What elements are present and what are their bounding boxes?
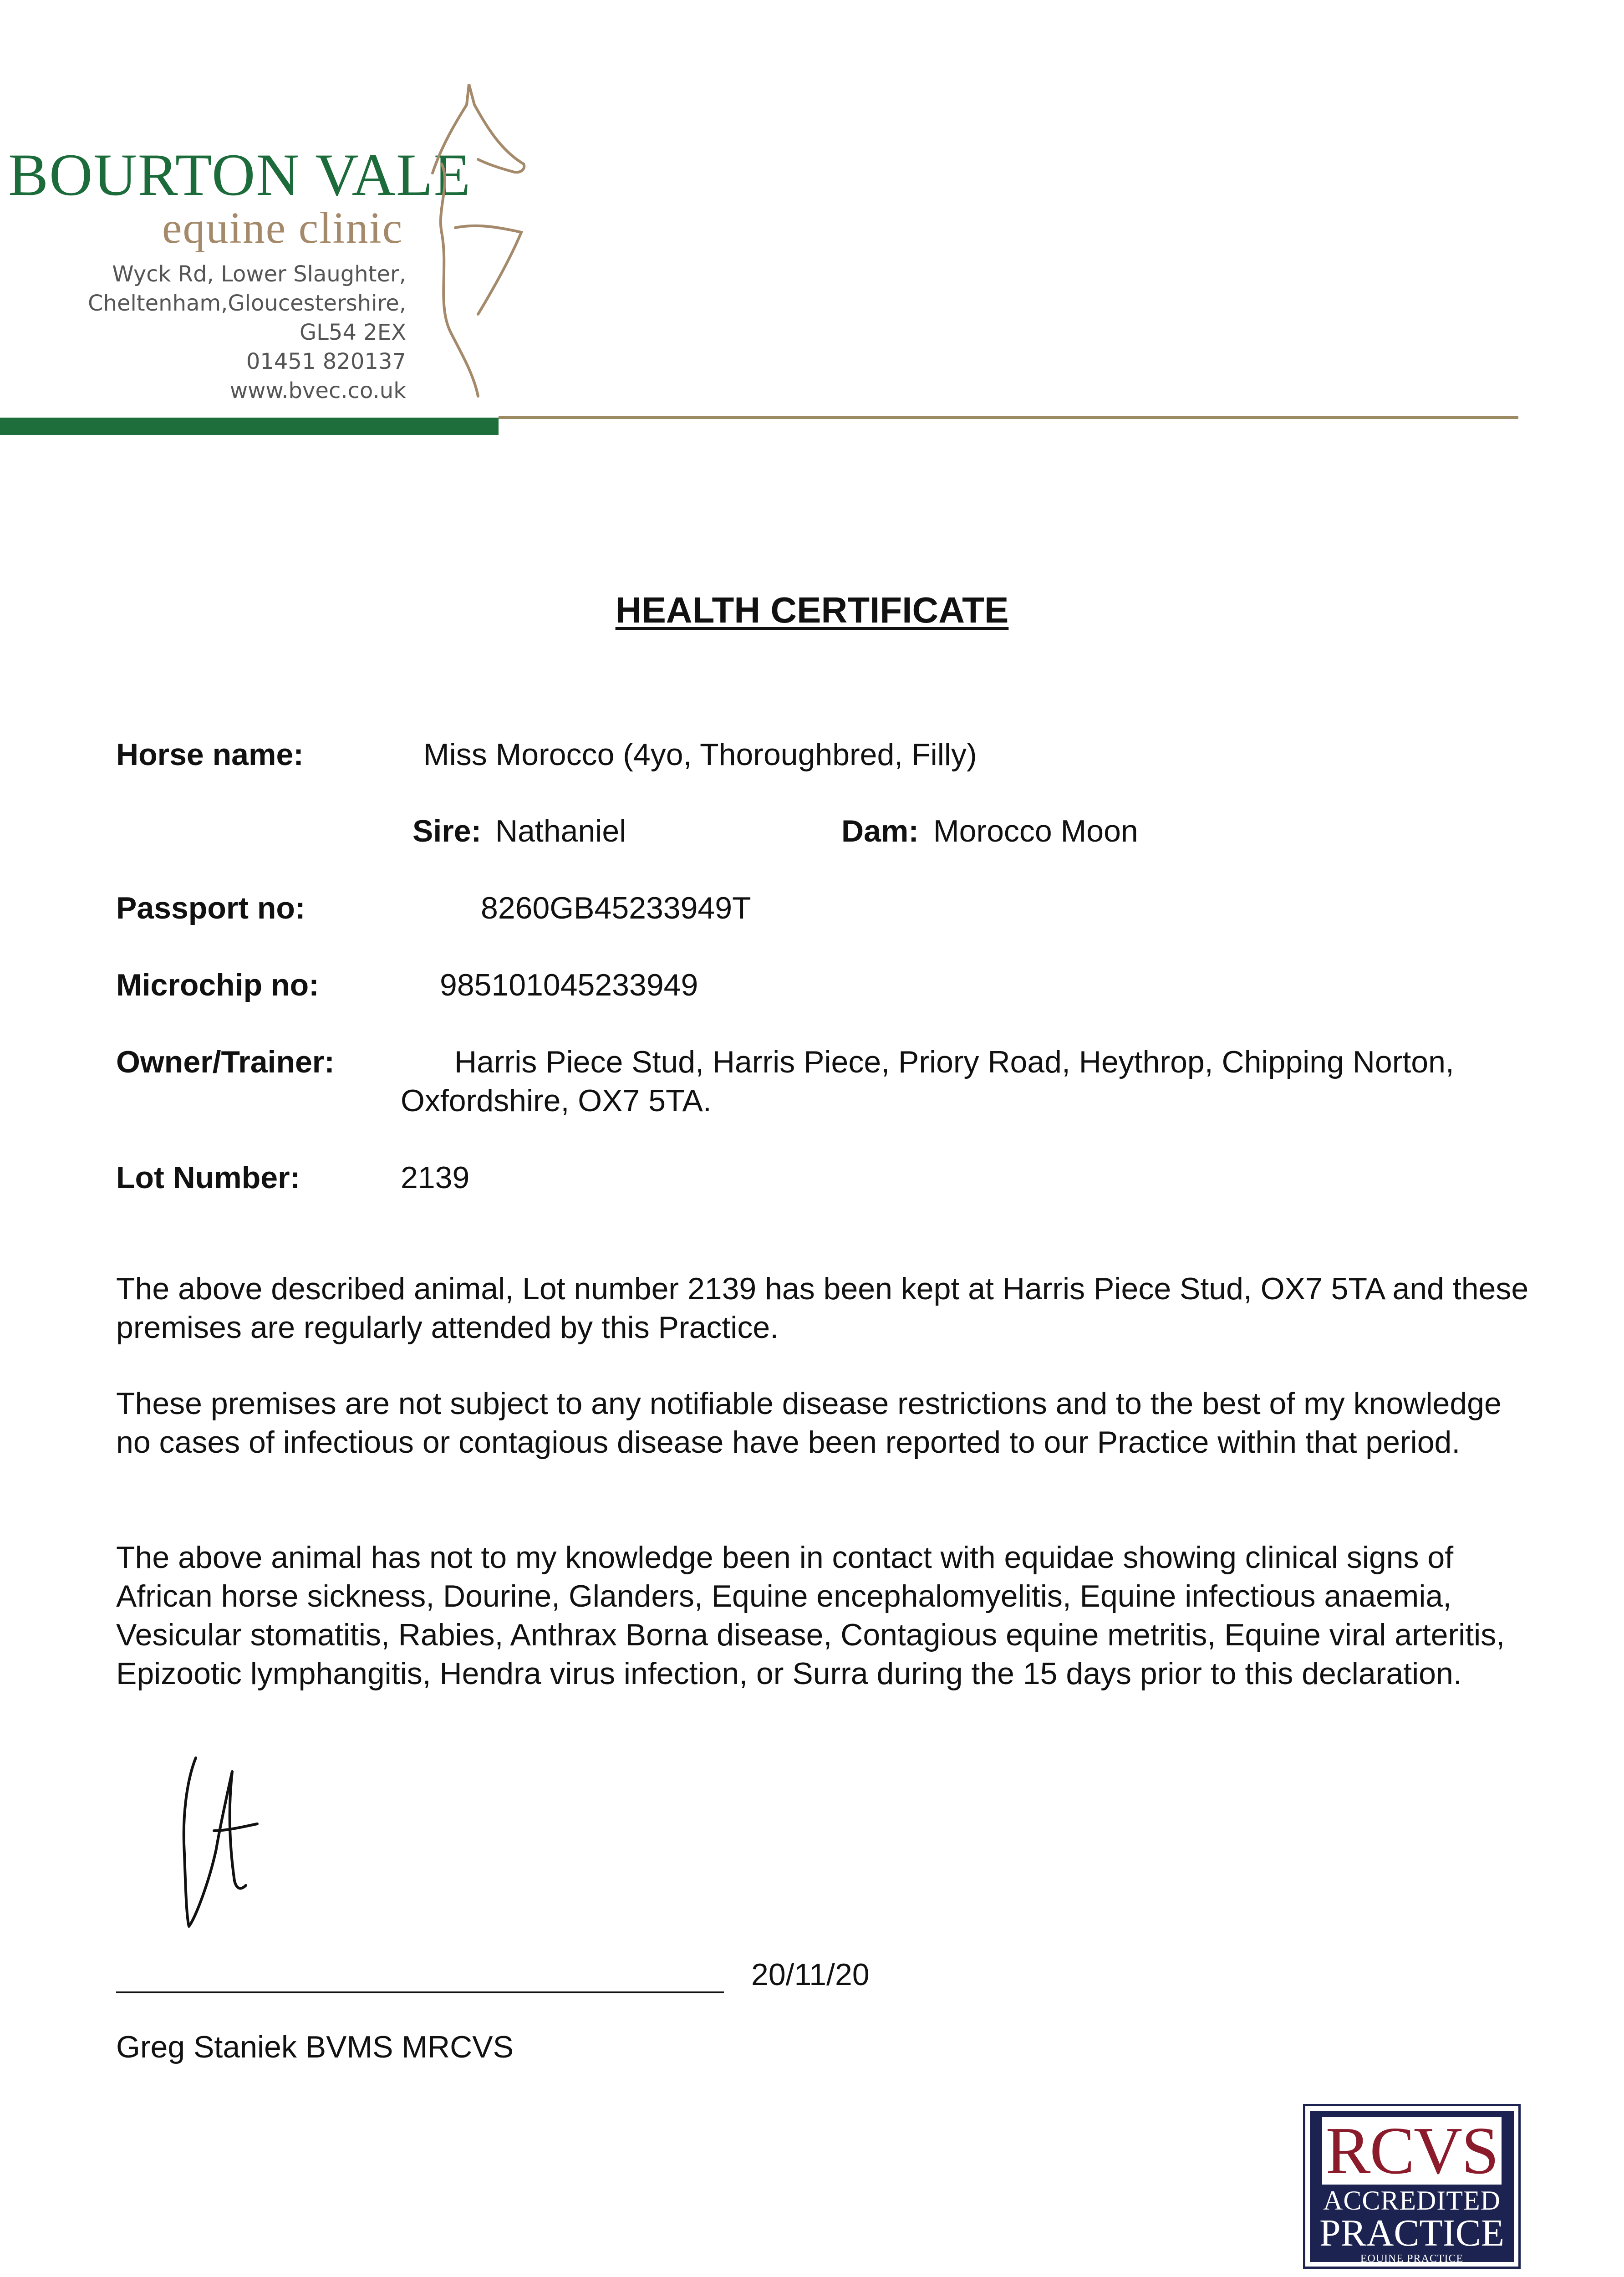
signatory-name: Greg Staniek BVMS MRCVS: [116, 2030, 514, 2064]
address-line: Wyck Rd, Lower Slaughter,: [112, 261, 406, 287]
clinic-subtitle: equine clinic: [162, 204, 403, 253]
passport-value: 8260GB45233949T: [481, 891, 751, 925]
owner-value-line2: Oxfordshire, OX7 5TA.: [401, 1083, 712, 1118]
dam-label: Dam:: [841, 814, 919, 848]
rcvs-badge-line1: ACCREDITED: [1323, 2185, 1501, 2216]
phone-number: 01451 820137: [246, 349, 406, 374]
sire-label: Sire:: [412, 814, 482, 848]
microchip-label: Microchip no:: [116, 968, 319, 1002]
rcvs-accreditation-badge: [1303, 2104, 1521, 2269]
document-title: HEALTH CERTIFICATE: [615, 590, 1009, 630]
horse-name-label: Horse name:: [116, 737, 304, 772]
declaration-paragraph-premises: The above described animal, Lot number 2139 has been kept at Harris Piece Stud, OX7 5TA and these premises are regularly attended by this Practice.: [116, 1271, 1529, 1345]
horse-name-value: Miss Morocco (4yo, Thoroughbred, Filly): [423, 737, 977, 772]
website-link[interactable]: www.bvec.co.uk: [229, 378, 406, 403]
declaration-paragraph-contact: The above animal has not to my knowledge been in contact with equidae showing clinical signs of African horse sickness, Dourine, Glanders, Equine encephalomyelitis, Equine infectious anaemia, Vesicular stomatitis, Rabies, Anthrax Borna disease, Contagious equine metritis, Equine viral arteritis, Epizootic lymphangitis, Hendra virus infection, or Surra during the 15 days prior to this declaration.: [116, 1540, 1505, 1691]
owner-value-line1: Harris Piece Stud, Harris Piece, Priory Road, Heythrop, Chipping Norton,: [454, 1045, 1454, 1079]
header-rule-gold: [499, 416, 1518, 419]
signature-line: [116, 1991, 724, 1993]
rcvs-badge-line3: EQUINE PRACTICE: [1360, 2253, 1464, 2265]
dam-value: Morocco Moon: [933, 814, 1138, 848]
address-line: GL54 2EX: [299, 320, 406, 345]
rcvs-badge-line2: PRACTICE: [1319, 2212, 1505, 2254]
clinic-address: [0, 260, 406, 405]
horse-head-logo-icon: [423, 77, 542, 405]
signature-date: 20/11/20: [751, 1957, 870, 1992]
sire-value: Nathaniel: [495, 814, 626, 848]
lot-number-value: 2139: [401, 1160, 470, 1195]
owner-label: Owner/Trainer:: [116, 1045, 335, 1079]
address-line: Cheltenham,Gloucestershire,: [88, 291, 406, 316]
header-rule-green: [0, 418, 499, 435]
rcvs-badge-title: RCVS: [1322, 2117, 1502, 2185]
handwritten-signature: [168, 1744, 278, 1935]
lot-number-label: Lot Number:: [116, 1160, 300, 1195]
declaration-paragraph-restrictions: These premises are not subject to any notifiable disease restrictions and to the best of my knowledge no cases of infectious or contagious disease have been reported to our Practice within that period.: [116, 1386, 1502, 1460]
clinic-name: BOURTON VALE: [8, 141, 472, 208]
passport-label: Passport no:: [116, 891, 305, 925]
microchip-value: 985101045233949: [440, 968, 698, 1002]
